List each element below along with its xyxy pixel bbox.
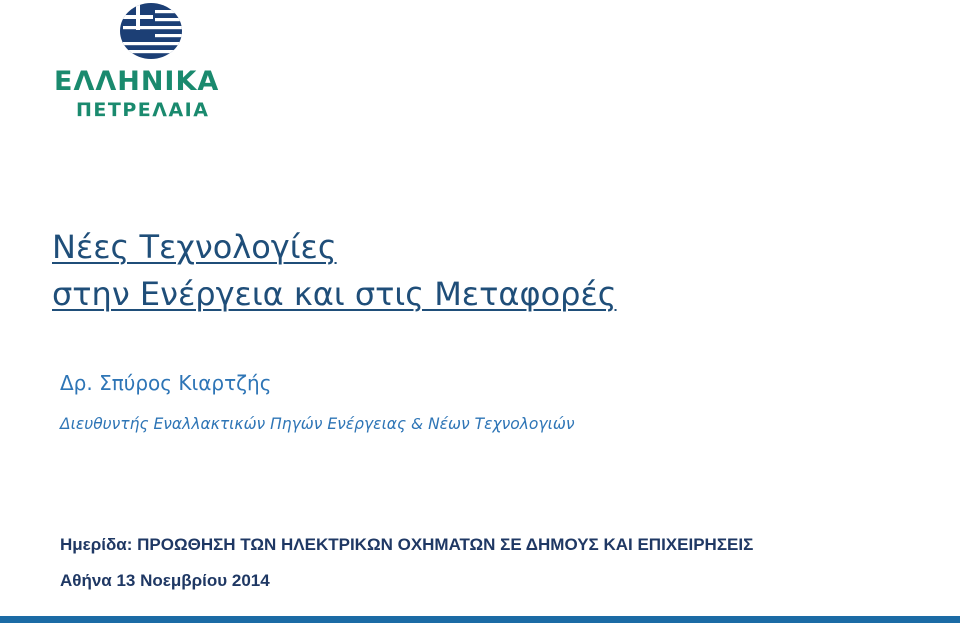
- author-position: Διευθυντής Εναλλακτικών Πηγών Ενέργειας & Νέων Τεχνολογιών: [60, 415, 575, 433]
- event-date: Αθήνα 13 Νοεμβρίου 2014: [60, 571, 270, 590]
- bottom-accent-bar: [0, 616, 960, 623]
- logo-name-line2: ΠΕΤΡΕΛΑΙΑ: [76, 99, 210, 121]
- presentation-title: [52, 224, 617, 318]
- company-logo: [54, 2, 254, 124]
- title-line2: στην Ενέργεια και στις Μεταφορές: [52, 275, 617, 313]
- logo-emblem-icon: [119, 2, 183, 60]
- event-name: Ημερίδα: ΠΡΟΩΘΗΣΗ ΤΩΝ ΗΛΕΚΤΡΙΚΩΝ ΟΧΗΜΑΤΩΝ ΣΕ ΔΗΜΟΥΣ ΚΑΙ ΕΠΙΧΕΙΡΗΣΕΙΣ: [60, 535, 754, 554]
- author-name: Δρ. Σπύρος Κιαρτζής: [60, 371, 272, 395]
- title-line1: Νέες Τεχνολογίες: [52, 228, 337, 266]
- logo-name-line1: ΕΛΛΗΝΙΚΑ: [54, 66, 220, 97]
